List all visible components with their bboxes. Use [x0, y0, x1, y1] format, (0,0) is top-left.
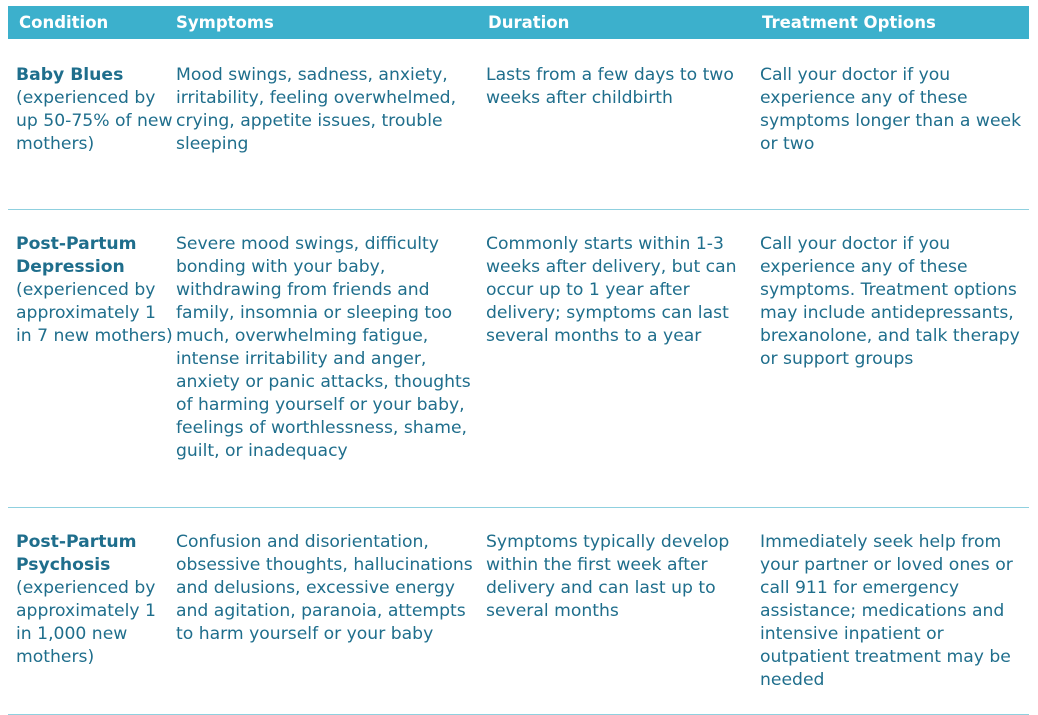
symptoms-cell: Mood swings, sadness, anxiety, irritability, feeling overwhelmed, crying, appetite issues, trouble sleeping [176, 65, 457, 154]
condition-note: (experienced by approximately 1 in 1,000 new mothers) [16, 578, 156, 667]
condition-name: Post-Partum Depression [16, 234, 137, 277]
header-symptoms: Symptoms [176, 13, 274, 32]
duration-cell: Commonly starts within 1-3 weeks after delivery, but can occur up to 1 year after delivery; symptoms can last several months to a year [486, 234, 737, 346]
treatment-cell: Immediately seek help from your partner or loved ones or call 911 for emergency assistance; medications and intensive inpatient or outpatient treatment may be needed [760, 532, 1013, 690]
treatment-cell: Call your doctor if you experience any of these symptoms longer than a week or two [760, 65, 1022, 154]
condition-cell [8, 210, 176, 507]
symptoms-cell: Confusion and disorientation, obsessive thoughts, hallucinations and delusions, excessive energy and agitation, paranoia, attempts to harm yourself or your baby [176, 532, 473, 644]
table-header [8, 6, 1029, 39]
condition-name: Baby Blues [16, 65, 124, 85]
table-row [8, 39, 1029, 210]
symptoms-cell: Severe mood swings, difficulty bonding with your baby, withdrawing from friends and family, insomnia or sleeping too much, overwhelming fatigue, intense irritability and anger, anxiety or panic attacks, thoughts of harming yourself or your baby, feelings of worthlessness, shame, guilt, or inadequacy [176, 234, 471, 461]
header-condition: Condition [19, 13, 109, 32]
postpartum-conditions-table [8, 6, 1029, 715]
condition-name: Post-Partum Psychosis [16, 532, 137, 575]
header-duration: Duration [488, 13, 570, 32]
table-row [8, 210, 1029, 508]
duration-cell: Lasts from a few days to two weeks after childbirth [486, 65, 734, 108]
condition-cell [8, 39, 176, 209]
table-row [8, 508, 1029, 715]
treatment-cell: Call your doctor if you experience any of these symptoms. Treatment options may include antidepressants, brexanolone, and talk therapy or support groups [760, 234, 1020, 369]
header-treatment: Treatment Options [762, 13, 936, 32]
condition-note: (experienced by approximately 1 in 7 new mothers) [16, 280, 173, 346]
condition-cell [8, 508, 176, 714]
condition-note: (experienced by up 50-75% of new mothers) [16, 88, 173, 154]
duration-cell: Symptoms typically develop within the first week after delivery and can last up to several months [486, 532, 730, 621]
